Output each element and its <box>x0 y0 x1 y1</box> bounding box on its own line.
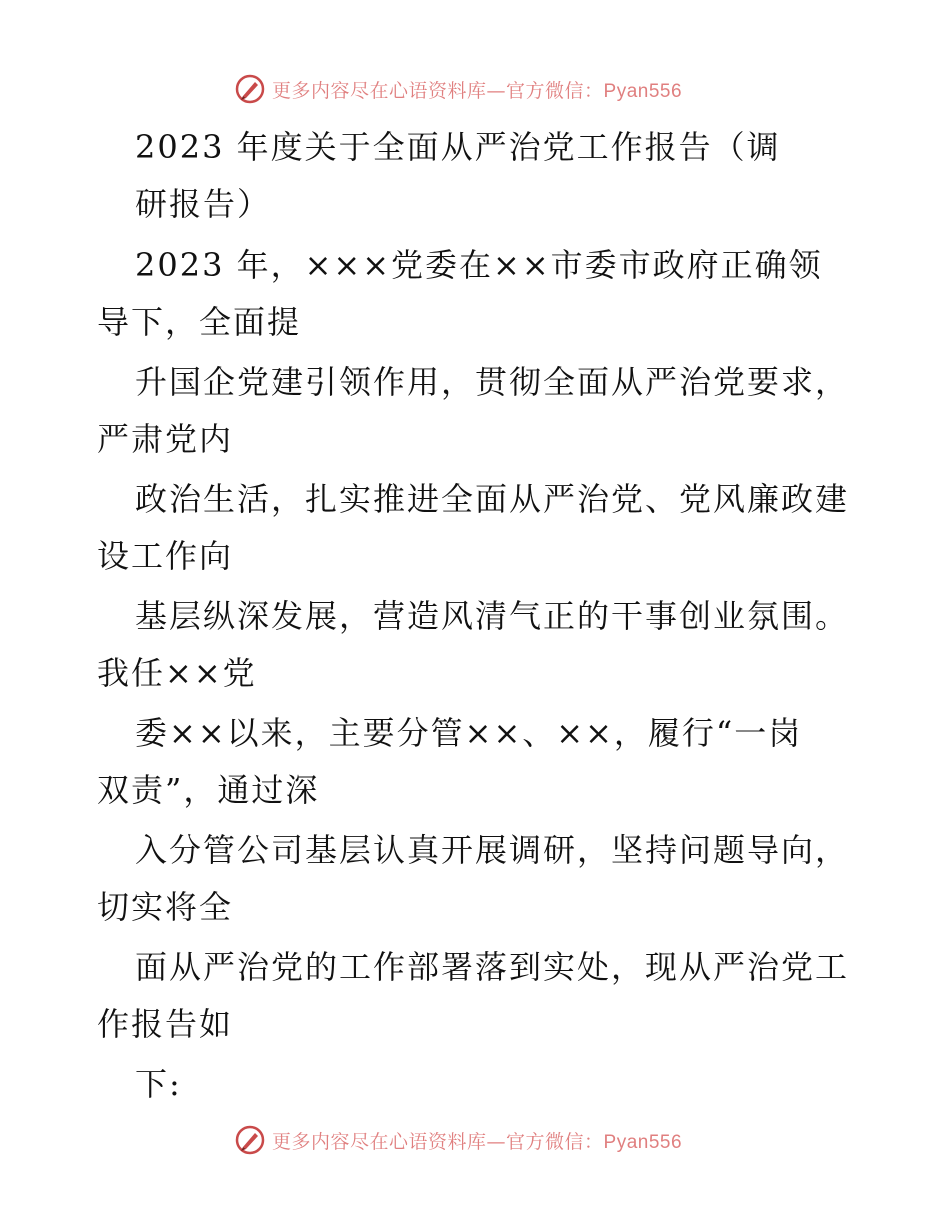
watermark-id: Pyan556 <box>603 80 683 102</box>
watermark-prefix: 更多内容尽在心语资料库—官方微信： <box>272 1130 604 1153</box>
paragraph-line: 委××以来，主要分管××、××，履行“一岗 <box>135 714 803 752</box>
paragraph-line: 作报告如 <box>97 1005 234 1043</box>
paragraph-line: 政治生活，扎实推进全面从严治党、党风廉政建 <box>135 480 850 518</box>
pen-logo-icon <box>234 1124 266 1156</box>
pen-logo-icon <box>234 73 266 105</box>
paragraph-line: 严肃党内 <box>97 420 234 458</box>
watermark-prefix: 更多内容尽在心语资料库—官方微信： <box>272 79 604 102</box>
paragraph-line: 导下，全面提 <box>97 303 302 341</box>
watermark-text <box>272 76 682 103</box>
title-line-2: 研报告） <box>135 185 272 223</box>
watermark-id: Pyan556 <box>603 1131 683 1153</box>
paragraph-line: 面从严治党的工作部署落到实处，现从严治党工 <box>135 948 850 986</box>
paragraph-line: 设工作向 <box>97 537 234 575</box>
paragraph-line: 下: <box>135 1065 182 1103</box>
paragraph-line: 2023 年，×××党委在××市委市政府正确领 <box>135 246 823 284</box>
paragraph-line: 入分管公司基层认真开展调研，坚持问题导向， <box>135 831 850 869</box>
watermark-footer <box>234 1123 682 1157</box>
paragraph-line: 升国企党建引领作用，贯彻全面从严治党要求， <box>135 363 850 401</box>
watermark-header <box>234 72 682 106</box>
paragraph-line: 基层纵深发展，营造风清气正的干事创业氛围。 <box>135 597 850 635</box>
paragraph-line: 切实将全 <box>97 888 234 926</box>
title-line-1: 2023 年度关于全面从严治党工作报告（调 <box>135 128 781 166</box>
paragraph-line: 双责”，通过深 <box>97 771 320 809</box>
paragraph-line: 我任××党 <box>97 654 257 692</box>
watermark-text <box>272 1127 682 1154</box>
